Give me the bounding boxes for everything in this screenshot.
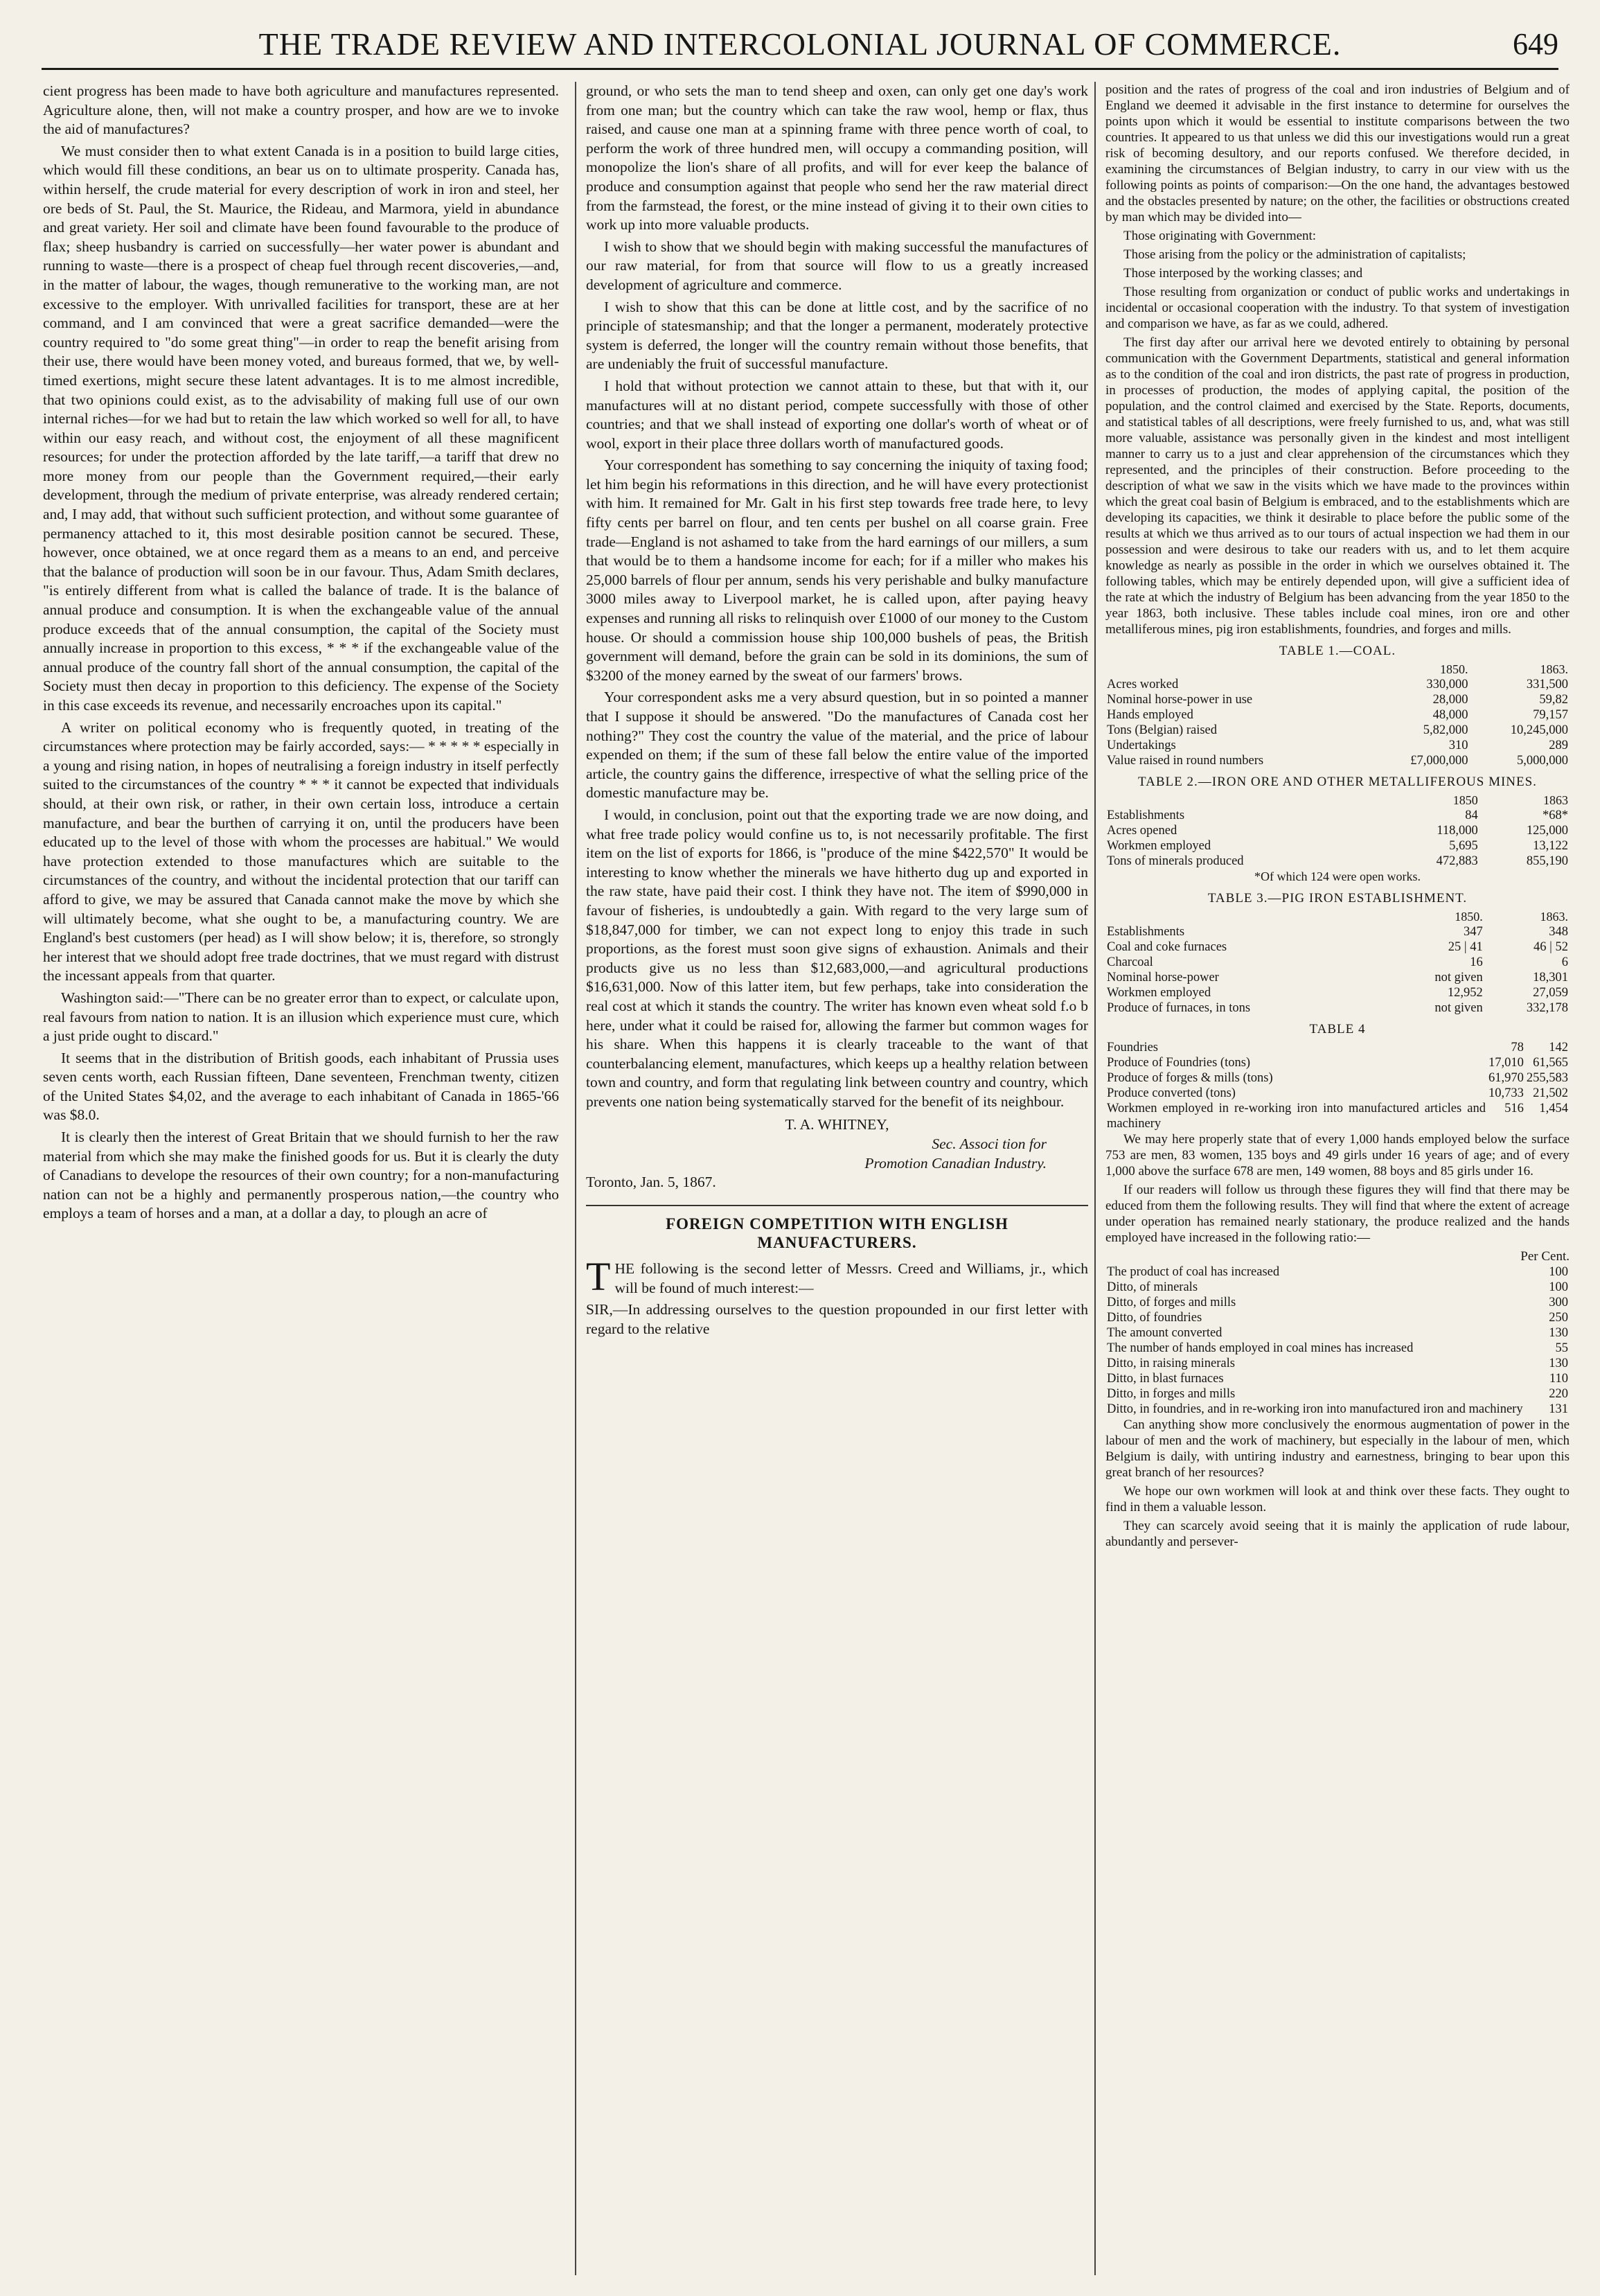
table-row (1105, 677, 1570, 692)
table-caption: TABLE 1.—COAL. (1279, 644, 1396, 658)
table-row (1105, 692, 1570, 707)
row-label: Foundries (1107, 1041, 1158, 1054)
cell: 516 (1504, 1102, 1524, 1115)
row-label: Acres opened (1107, 824, 1177, 838)
cell: 100 (1549, 1265, 1568, 1279)
cell: 330,000 (1426, 678, 1468, 691)
cell: 5,000,000 (1517, 754, 1568, 768)
paragraph: I would, in conclusion, point out that the exporting trade we are now doing, and what free trade policy would confine us to, is not necessarily profitable. The first item on the list of exports for 1866, is "produce of the mine $422,570" It would be interesting to know whether the minerals we have hitherto dug up and exported in the raw state, have paid their cost. I think they have not. The item of $990,000 in favour of fisheries, is undoubtedly a gain. With regard to the very large sum of $18,847,000 for timber, we can not expect long to enjoy this trade in such proportions, as the forest must soon give signs of exhaustion. Animals and their products give us no less than $12,683,000,—and agricultural productions $16,631,000. Now of this latter item, but few perhaps, take into consideration the real cost at which it stands the country. The writer has known even wheat sold f.o b here, under what it could be raised for, allowing the farmer but common wages for his share. When this happens it is clearly traceable to the want of that counterbalancing element, manufactures, which keeps up a healthy relation between town and country, and form that regulating link between country and country, which prevents one nation being systematically starved for the benefit of its neighbour. (586, 806, 1088, 1110)
cell: 855,190 (1526, 854, 1568, 868)
row-label: Nominal horse-power (1107, 971, 1219, 984)
paragraph: It seems that in the distribution of British goods, each inhabitant of Prussia uses seven cents worth, each Russian fifteen, Dane seventeen, Frenchman twenty, citizen of the United States $4,02, and the average to each inhabitant of Canada in 1865-'66 was $8.0. (43, 1049, 559, 1124)
table-row (1105, 723, 1570, 738)
cell: 10,245,000 (1510, 723, 1568, 737)
table-row (1105, 955, 1570, 970)
row-label: Ditto, in forges and mills (1107, 1387, 1236, 1401)
table-row (1105, 1295, 1570, 1310)
cell: £7,000,000 (1410, 754, 1468, 768)
cell: 6 (1561, 955, 1568, 969)
table-row (1105, 1055, 1570, 1070)
row-label: Produce of forges & mills (tons) (1107, 1071, 1273, 1085)
page-title: THE TRADE REVIEW AND INTERCOLONIAL JOURNAL OF COMMERCE. (258, 26, 1342, 62)
cell: 59,82 (1539, 693, 1568, 707)
cell: 118,000 (1437, 824, 1478, 838)
cell: not given (1434, 971, 1483, 984)
table-row (1105, 738, 1570, 753)
paragraph: It is clearly then the interest of Great Britain that we should furnish to her the raw material from which she may make the finished goods for us. But it is clearly the duty of Canadians to develope the resources of their own country; for a non-manufacturing nation can not be a highly and permanently prosperous nation,—the country who employs a team of horses and a man, at a dollar a day, to plough an acre of (43, 1129, 559, 1222)
table-caption: TABLE 3.—PIG IRON ESTABLISHMENT. (1207, 891, 1468, 906)
cell: 130 (1549, 1357, 1568, 1370)
table-row (1105, 1371, 1570, 1386)
table-row (1105, 1356, 1570, 1371)
column-header: 1850 (1452, 793, 1478, 807)
row-label: Establishments (1107, 925, 1185, 939)
paragraph: I wish to show that we should begin with making successful the manufactures of our raw material, for from that source will flow to us a greatly increased development of agriculture and commerce. (586, 238, 1088, 293)
cell: 310 (1448, 739, 1468, 752)
pig-iron-table (1105, 909, 1570, 1016)
column-header: 1863 (1543, 793, 1568, 807)
cell: 16 (1470, 955, 1483, 969)
cell: 46 | 52 (1534, 940, 1568, 954)
dateline: Toronto, Jan. 5, 1867. (586, 1174, 716, 1191)
cell: 55 (1555, 1341, 1568, 1355)
paragraph: A writer on political economy who is frequently quoted, in treating of the circumstances where protection may be fairly accorded, says:— * * * * * especially in a young and rising nation, in hopes of neutralising a foreign industry in itself perfectly suited to the circumstances of the country * * * it cannot be expected that individuals should, at their own risk, or rather, in their own certain loss, introduce a certain manufacture, and bear the burthen of carrying it on, until the producers have been educated up to the level of those with whom the processes are habitual." We would have protection extended to those manufactures which are suitable to the circumstances of the country, and without the incidental protection that our tariff can afford to give, we may be assured that Canada cannot make the move by which she will ultimately become, what she ought to be, a manufacturing country. We are England's best customers (per head) as I will show below; it is, therefore, so strongly her interest that we should adopt free trade doctrines, that we must regard with distrust the incessant appeals from that quarter. (43, 718, 559, 984)
row-label: The amount converted (1107, 1326, 1223, 1340)
paragraph: I hold that without protection we cannot attain to these, but that with it, our manufactures will at no distant period, compete successfully with those of other countries; and that we shall instead of exporting one dollar's worth of wheat or of wool, export in their place three dollars worth of manufactured goods. (586, 377, 1088, 452)
row-label: Charcoal (1107, 955, 1153, 969)
page-number: 649 (1513, 26, 1558, 61)
row-label: Produce converted (tons) (1107, 1086, 1236, 1100)
paragraph: We may here properly state that of every 1,000 hands employed below the surface 753 are men, 83 women, 135 boys and 49 girls under 16 years of age; and of every 1,000 above the surface 678 are men, 149 women, 88 boys and 85 girls under 16. (1105, 1132, 1570, 1178)
paragraph: Washington said:—"There can be no greater error than to expect, or calculate upon, real favours from nation to nation. It is an illusion which experience must cure, which a just pride ought to discard." (43, 989, 559, 1045)
table-row (1105, 985, 1570, 1000)
table-row (1105, 1325, 1570, 1341)
paragraph: Can anything show more conclusively the enormous augmentation of power in the labour of men and the work of machinery, but especially in the labour of men, which Belgium is daily, with untiring industry and earnestness, bringing to bear upon this great branch of her resources? (1105, 1418, 1570, 1480)
column-1 (43, 82, 559, 2275)
paragraph: If our readers will follow us through these figures they will find that there may be educed from them the following results. They will find that where the extent of acreage under operation has remained nearly stationary, the produce realized and the hands employed have increased in the following ratio:— (1105, 1183, 1570, 1245)
column-2 (575, 82, 1088, 2275)
column-header: 1850. (1439, 662, 1468, 676)
cell: *68* (1543, 809, 1568, 822)
table-row (1105, 854, 1570, 869)
paragraph: Your correspondent asks me a very absurd question, but in so pointed a manner that I suppose it should be answered. "Do the manufactures of Canada cost her nothing?" They cost the country the value of the material, and the price of labour expended on them; if the sum of these fall below the entire value of the imported article, the country gains the difference, irrespective of what the selling price of the domestic manufacture may be. (586, 689, 1088, 802)
list-item: Those interposed by the working classes; and (1123, 266, 1363, 281)
row-label: Coal and coke furnaces (1107, 940, 1227, 954)
cell: 78 (1511, 1041, 1524, 1054)
foundries-table (1105, 1040, 1570, 1131)
cell: 130 (1549, 1326, 1568, 1340)
list-item: Those originating with Government: (1123, 229, 1317, 243)
article-heading: FOREIGN COMPETITION WITH ENGLISH MANUFACTURERS. (666, 1215, 1008, 1252)
cell: 28,000 (1432, 693, 1468, 707)
table-row (1105, 1386, 1570, 1402)
cell: 142 (1549, 1041, 1568, 1054)
table-row (1105, 1264, 1570, 1280)
table-row (1105, 823, 1570, 838)
row-label: Ditto, of minerals (1107, 1280, 1198, 1294)
list-item: Those resulting from organization or conduct of public works and undertakings in incidental or occasional cooperation with the industry. To that system of investigation and comparison we have, as far as we could, adhered. (1105, 285, 1570, 331)
row-label: Ditto, in raising minerals (1107, 1357, 1235, 1370)
ratio-header: Per Cent. (1520, 1249, 1570, 1264)
table-row (1105, 753, 1570, 768)
table-caption: TABLE 4 (1309, 1022, 1366, 1036)
row-label: The number of hands employed in coal mines has increased (1107, 1341, 1414, 1355)
table-row (1105, 1402, 1570, 1417)
cell: 17,010 (1488, 1056, 1524, 1070)
table-row (1105, 970, 1570, 985)
list-item: Those arising from the policy or the administration of capitalists; (1123, 247, 1466, 262)
ratio-table (1105, 1264, 1570, 1417)
cell: 110 (1549, 1372, 1568, 1386)
table-row (1105, 1341, 1570, 1356)
coal-table (1105, 662, 1570, 768)
paragraph: They can scarcely avoid seeing that it is mainly the application of rude labour, abundantly and persever- (1105, 1519, 1570, 1549)
column-header: 1863. (1540, 662, 1568, 676)
cell: 348 (1549, 925, 1568, 939)
row-label: Nominal horse-power in use (1107, 693, 1253, 707)
cell: 289 (1549, 739, 1568, 752)
cell: 79,157 (1533, 708, 1568, 722)
table-row (1105, 808, 1570, 823)
row-label: Establishments (1107, 809, 1185, 822)
row-label: Ditto, of foundries (1107, 1311, 1202, 1325)
paragraph: ground, or who sets the man to tend sheep and oxen, can only get one day's work from one man; but the country which can take the raw wool, hemp or flax, thus raised, and cause one man at a spinning frame with three pence worth of coal, to perform the work of three hundred men, will occupy a commanding position, will monopolize the lion's share of all profits, and will for ever keep the balance of produce and consumption against that people who send her the raw material direct from the farmstead, the forest, or the mine instead of giving it to their own cities to work up into more valuable products. (586, 82, 1088, 233)
cell: 300 (1549, 1296, 1568, 1309)
masthead (42, 19, 1558, 70)
paragraph: We must consider then to what extent Canada is in a position to build large cities, which would fill these conditions, an bear us on to ultimate prosperity. Canada has, within herself, the crude material for every description of work in iron and steel, her ore beds of St. Paul, the St. Maurice, the Rideau, and Marmora, yield in abundance and great variety. Her soil and climate have been found favourable to the produce of flax; sheep husbandry is carried on successfully—her water power is abundant and running to waste—there is a prospect of cheap fuel through recent discoveries,—and, in the matter of labour, the wages, though remunerative to the working man, are not excessive to the employer. With unrivalled facilities for transport, these are at her command, and I am convinced that were a great sacrifice demanded—were the country required to "do some great thing"—in order to reap the benefit arising from their use, there would have been money voted, and bureaus formed, that we, by well-timed exertions, might secure these latent advantages. It is to me almost incredible, that two opinions could exist, as to the advisability of making full use of our own internal riches—for we had but to retain the law which worked so well for all, to have within our easy reach, and without cost, the enjoyment of all these magnificent resources; for under the protection afforded by the late tariff,—a tariff that drew no more money from our people than the Government required,—their early development, through the medium of private enterprise, was already rendered certain; and, I may add, that without such sufficient protection, and without some guarantee of permanency attached to it, this most desirable position cannot be secured. These, however, once obtained, we at once regard them as a means to an end, and perceive that the balance of production will soon be in our favour. Thus, Adam Smith declares, "is entirely different from what is called the balance of trade. It is the balance of annual produce and consumption. It is when the exchangeable value of the annual produce exceeds that of the annual consumption, the capital of the Society must annually increase in proportion to this excess, * * * if the exchangeable value of the annual produce of the country fall short of the annual consumption, the capital of the Society must then decay in proportion to this deficiency. The expense of the Society in this case exceeds its revenue, and necessarily encroaches upon its capital." (43, 142, 559, 714)
column-header: 1863. (1540, 910, 1568, 924)
cell: 12,952 (1447, 986, 1483, 1000)
cell: 131 (1549, 1402, 1568, 1416)
row-label: The product of coal has increased (1107, 1265, 1280, 1279)
table-row (1105, 1280, 1570, 1295)
row-label: Workmen employed (1107, 839, 1211, 853)
cell: 61,970 (1488, 1071, 1524, 1085)
cell: 347 (1463, 925, 1483, 939)
row-label: Produce of Foundries (tons) (1107, 1056, 1251, 1070)
cell: 100 (1549, 1280, 1568, 1294)
table-row (1105, 838, 1570, 854)
row-label: Ditto, of forges and mills (1107, 1296, 1236, 1309)
cell: not given (1434, 1001, 1483, 1015)
table-row (1105, 924, 1570, 939)
cell: 27,059 (1533, 986, 1568, 1000)
row-label: Produce of furnaces, in tons (1107, 1001, 1251, 1015)
column-3 (1094, 82, 1570, 2275)
table-row (1105, 1086, 1570, 1101)
table-row (1105, 1000, 1570, 1016)
cell: 84 (1465, 809, 1478, 822)
signature-role: Sec. Associ tion for (932, 1136, 1047, 1153)
cell: 5,695 (1449, 839, 1478, 853)
row-label: Workmen employed in re-working iron into manufactured articles and machinery (1107, 1102, 1486, 1131)
iron-ore-table (1105, 793, 1570, 869)
table-row (1105, 1070, 1570, 1086)
cell: 250 (1549, 1311, 1568, 1325)
signature-role: Promotion Canadian Industry. (864, 1154, 1047, 1172)
article-divider (586, 1205, 1088, 1206)
row-label: Ditto, in foundries, and in re-working iron into manufactured iron and machinery (1107, 1402, 1523, 1416)
cell: 18,301 (1533, 971, 1568, 984)
article-intro-text: HE following is the second letter of Messrs. Creed and Williams, jr., which will be found of much interest:— (614, 1260, 1088, 1296)
table-row (1105, 707, 1570, 723)
article-intro (586, 1254, 1088, 1300)
row-label: Value raised in round numbers (1107, 754, 1264, 768)
column-header: 1850. (1455, 910, 1483, 924)
row-label: Workmen employed (1107, 986, 1211, 1000)
cell: 61,565 (1533, 1056, 1568, 1070)
row-label: Tons of minerals produced (1107, 854, 1244, 868)
cell: 331,500 (1526, 678, 1568, 691)
table-row (1105, 1040, 1570, 1055)
cell: 48,000 (1432, 708, 1468, 722)
cell: 25 | 41 (1448, 940, 1483, 954)
cell: 332,178 (1526, 1001, 1568, 1015)
row-label: Ditto, in blast furnaces (1107, 1372, 1224, 1386)
table-row (1105, 1310, 1570, 1325)
row-label: Hands employed (1107, 708, 1193, 722)
paragraph: The first day after our arrival here we devoted entirely to obtaining by personal communication with the Government Departments, statistical and general information as to the condition of the coal and iron districts, the past rate of progress in production, in processes of production, the modes of applying capital, the position of the population, and the control claimed and exercised by the State. Reports, documents, and statistical tables of all descriptions, were freely furnished to us, and, what was still more valuable, assistance was personally given in the kindest and most intelligent manner to carry us to a just and clear apprehension of the circumstances which they represented, and the principles of their construction. Before proceeding to the description of what we saw in the visits which we have made to the provinces within which the great coal basin of Belgium is embraced, and to the establishments which are developing its capacities, we think it desirable to place before the public some of the results at which we thus arrived as to our tours of actual inspection we had them in our possession and were desirous to take our readers with us, and to let them acquire knowledge as nearly as possible in the order in which we ourselves obtained it. The following tables, which may be entirely depended upon, will give a sufficient idea of the rate at which the industry of Belgium has been advancing from the year 1850 to the year 1863, both inclusive. These tables include coal mines, iron ore and other metalliferous mines, pig iron establishments, foundries, and forges and mills. (1105, 335, 1570, 637)
cell: 13,122 (1533, 839, 1568, 853)
paragraph: I wish to show that this can be done at little cost, and by the sacrifice of no principle of statesmanship; and that the longer a permanent, moderately protective system is deferred, the longer will the country remain without those benefits, that are undeniably the fruit of successful manufacture. (586, 298, 1088, 373)
cell: 125,000 (1526, 824, 1568, 838)
paragraph: Your correspondent has something to say concerning the iniquity of taxing food; let him begin his reformations in this direction, and he will have every protectionist with him. It remained for Mr. Galt in his first step towards free trade here, to levy fifty cents per barrel on flour, and ten cents per bushel on all coarse grain. Free trade—England is not ashamed to take from the hard earnings of our millers, a sum that would be to them a handsome income for each; for if a miller who makes his 25,000 barrels of flour per annum, sends his very perishable and bulky manufacture 3000 miles away to Liverpool market, he is called upon, after paying heavy expenses and running all risks to relinquish over £1000 of our money to the Custom house. Or should a commission house ship 100,000 bushels of peas, the British government will demand, before the grain can be sold in its dominions, the sum of $3200 of the money earned by the sweat of our farmers' brows. (586, 457, 1088, 684)
cell: 10,733 (1488, 1086, 1524, 1100)
cell: 255,583 (1526, 1071, 1568, 1085)
drop-cap: T (586, 1254, 611, 1300)
table-footnote: *Of which 124 were open works. (1254, 869, 1421, 883)
paragraph: SIR,—In addressing ourselves to the question propounded in our first letter with regard to the relative (586, 1301, 1088, 1337)
cell: 220 (1549, 1387, 1568, 1401)
paragraph: cient progress has been made to have both agriculture and manufactures represented. Agriculture alone, then, will not make a country prosper, and how are we to invoke the aid of manufactures? (43, 82, 559, 138)
cell: 21,502 (1533, 1086, 1568, 1100)
paragraph: We hope our own workmen will look at and think over these facts. They ought to find in them a valuable lesson. (1105, 1484, 1570, 1515)
row-label: Undertakings (1107, 739, 1176, 752)
signature-name: T. A. WHITNEY, (785, 1116, 889, 1133)
table-row (1105, 939, 1570, 955)
cell: 472,883 (1436, 854, 1478, 868)
row-label: Acres worked (1107, 678, 1179, 691)
table-caption: TABLE 2.—IRON ORE AND OTHER METALLIFEROUS MINES. (1138, 775, 1537, 789)
paragraph: position and the rates of progress of the coal and iron industries of Belgium and of England we deemed it advisable in the first instance to determine for ourselves the points upon which it would be essential to institute comparisons between the two countries. It appeared to us that unless we did this our investigations would run a great risk of becoming desultory, and our reports confused. We therefore decided, in examining the circumstances of Belgian industry, to carry in our view with us the following points as points of comparison:—On the one hand, the advantages bestowed and the obstacles presented by nature; on the other, the facilities or obstructions created by man which may be divided into— (1105, 82, 1570, 224)
cell: 5,82,000 (1423, 723, 1468, 737)
row-label: Tons (Belgian) raised (1107, 723, 1217, 737)
table-row (1105, 1101, 1570, 1131)
cell: 1,454 (1539, 1102, 1568, 1115)
